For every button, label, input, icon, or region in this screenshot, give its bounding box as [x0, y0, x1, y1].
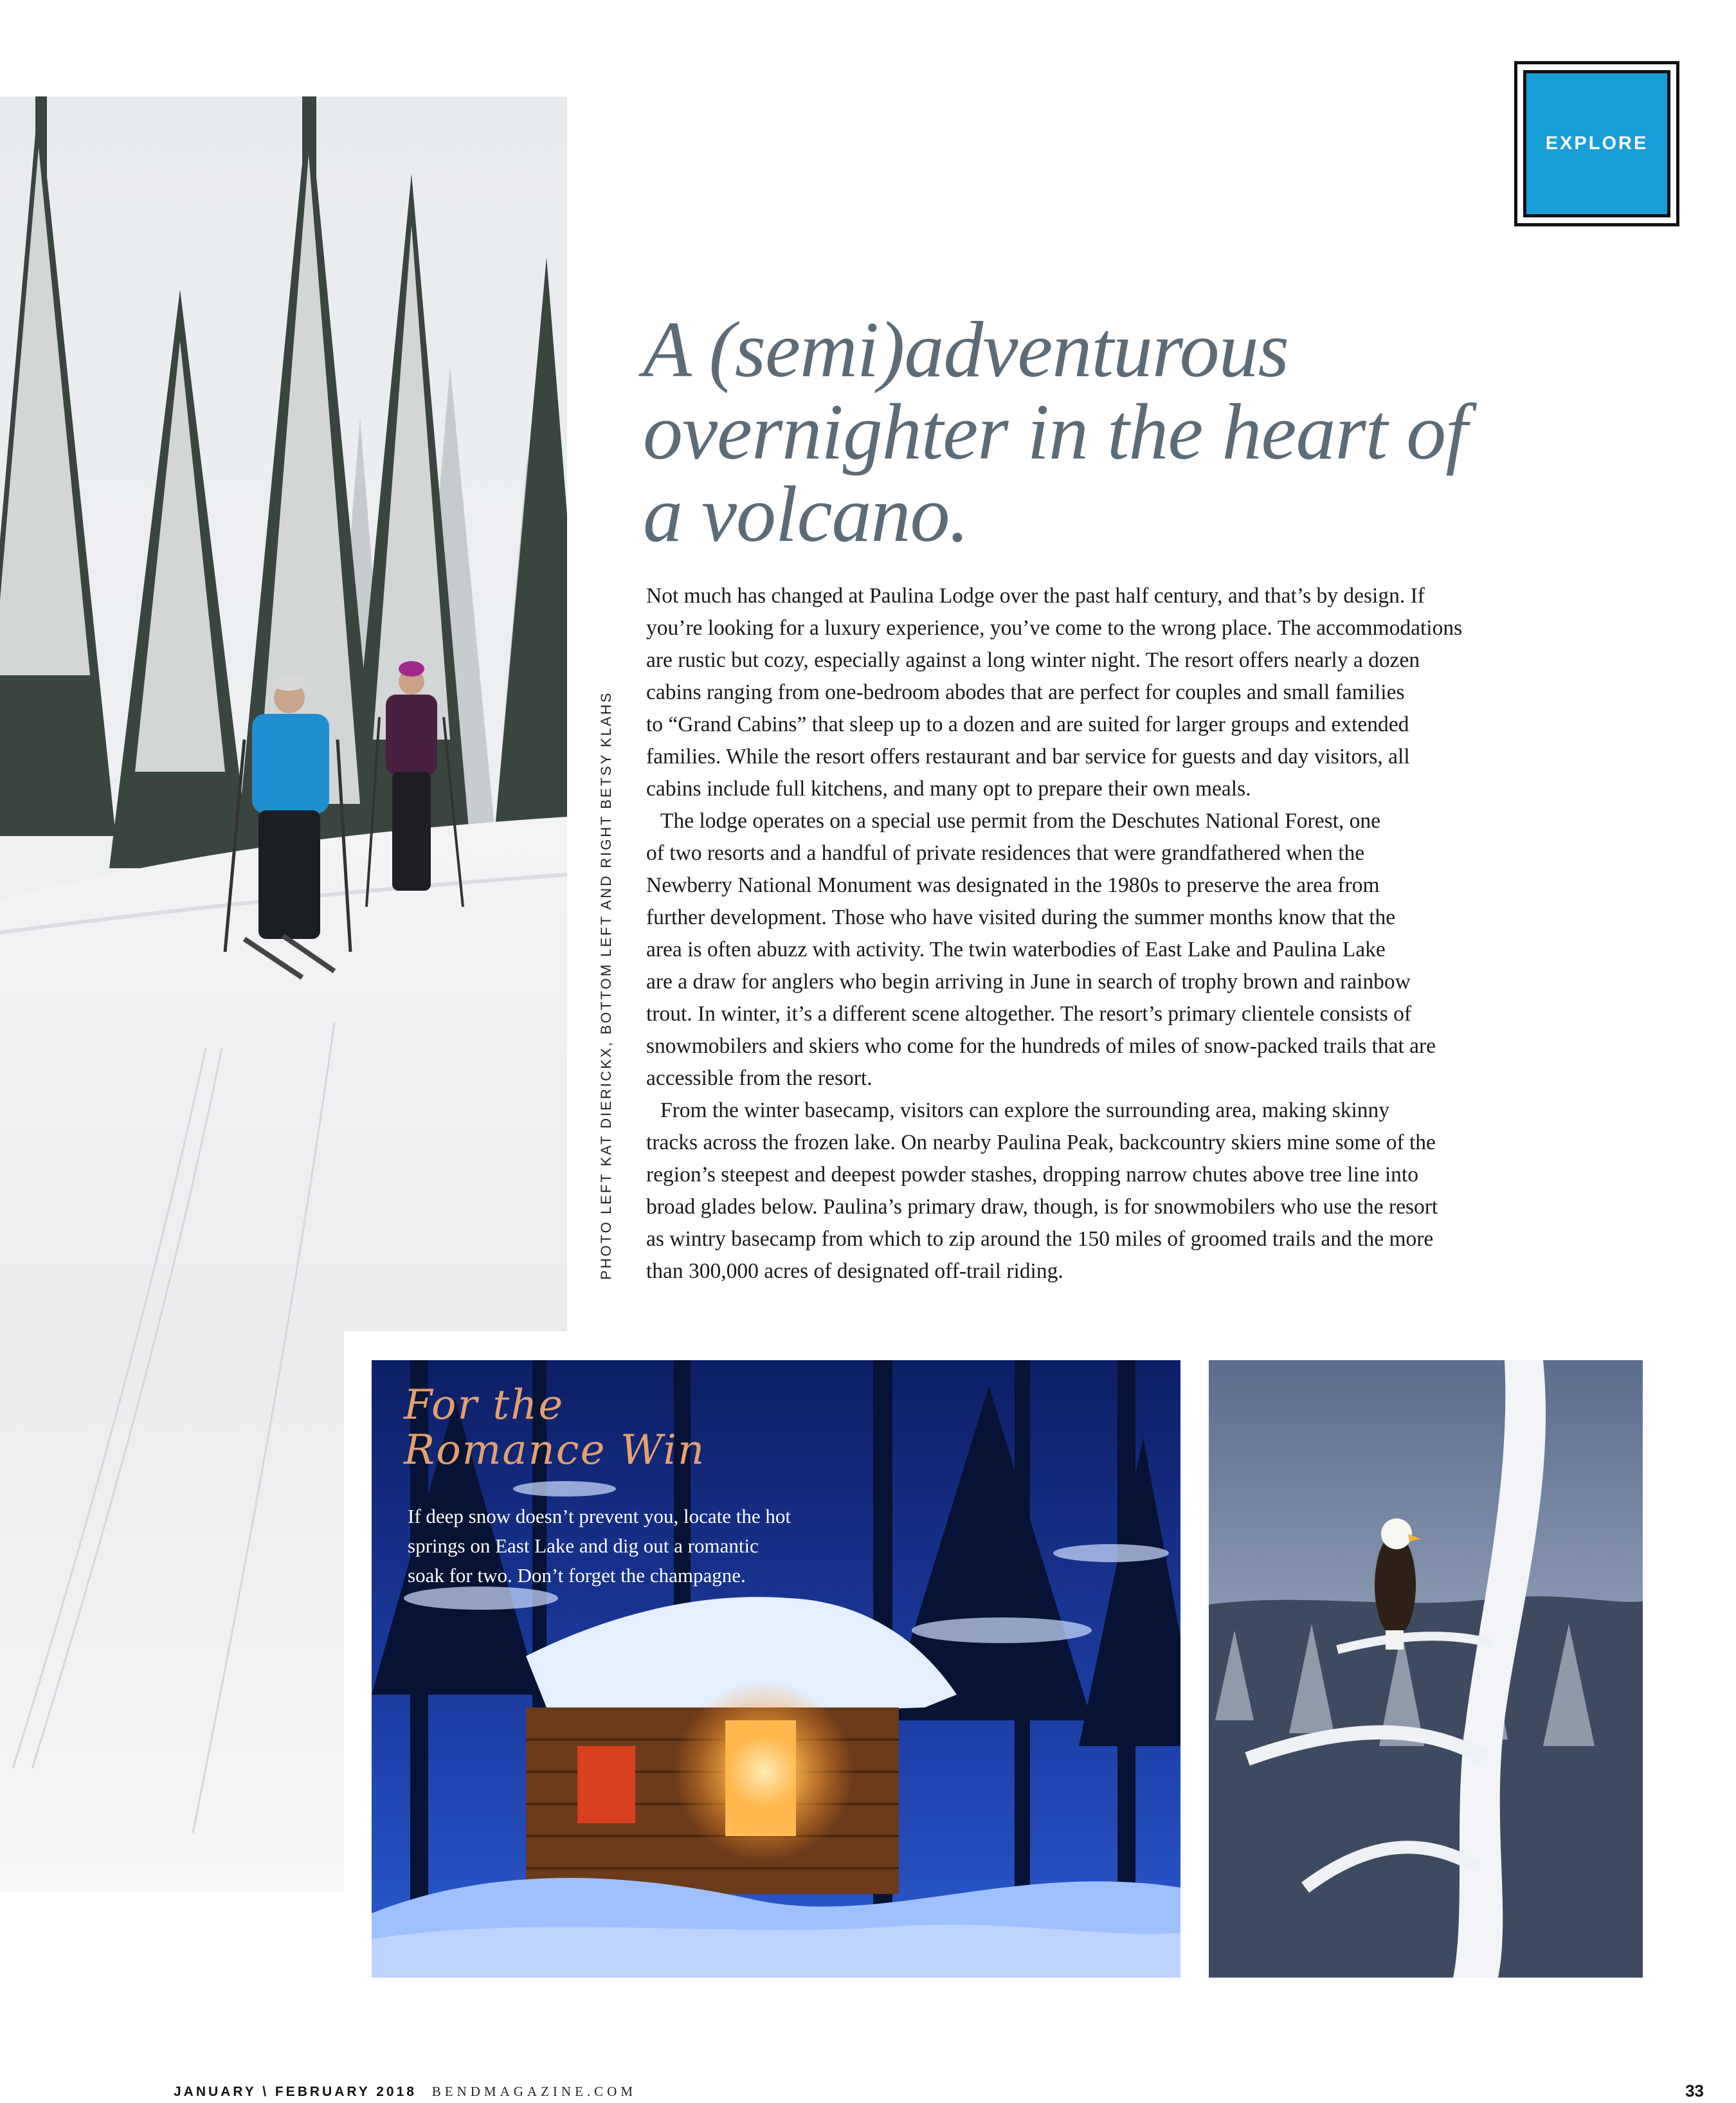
body-line: are a draw for anglers who begin arriving in June in search of trophy brown and rainbow [646, 970, 1411, 994]
sidebar-body-line: springs on East Lake and dig out a romantic [408, 1534, 759, 1557]
body-line: trout. In winter, it’s a different scene altogether. The resort’s primary clientele consists of [646, 1002, 1412, 1026]
section-badge-label: EXPLORE [1545, 133, 1649, 154]
body-line: of two resorts and a handful of private residences that were grandfathered when the [646, 841, 1365, 865]
section-badge-fill [1523, 70, 1670, 217]
headline [643, 305, 1556, 558]
footer-issue: JANUARY \ FEBRUARY 2018 [174, 2084, 417, 2099]
sidebar-body-line: If deep snow doesn’t prevent you, locate the hot [408, 1505, 791, 1527]
page-number: 33 [1685, 2081, 1704, 2100]
body-line: families. While the resort offers restaurant and bar service for guests and day visitors, all [646, 745, 1410, 769]
body-line: The lodge operates on a special use permit from the Deschutes National Forest, one [660, 809, 1381, 833]
footer [174, 2084, 637, 2103]
body-line: accessible from the resort. [646, 1066, 873, 1090]
body-line: broad glades below. Paulina’s primary draw, though, is for snowmobilers who use the resort [646, 1195, 1438, 1219]
body-line: you’re looking for a luxury experience, you’ve come to the wrong place. The accommodations [646, 616, 1463, 640]
body-line: to “Grand Cabins” that sleep up to a dozen and are suited for larger groups and extended [646, 713, 1409, 736]
body-line: cabins ranging from one-bedroom abodes that are perfect for couples and small families [646, 680, 1405, 704]
section-badge [1514, 61, 1679, 226]
sidebar-title [404, 1383, 854, 1473]
body-line: Not much has changed at Paulina Lodge over the past half century, and that’s by design. If [646, 584, 1425, 608]
body-line: cabins include full kitchens, and many opt to prepare their own meals. [646, 777, 1251, 801]
footer-site: BENDMAGAZINE.COM [431, 2084, 637, 2099]
sidebar-title-line: For the [404, 1381, 565, 1429]
body-line: region’s steepest and deepest powder stashes, dropping narrow chutes above tree line into [646, 1163, 1418, 1187]
article-body [646, 580, 1598, 1288]
headline-line: overnighter in the heart of [643, 388, 1467, 476]
photo-credit: PHOTO LEFT KAT DIERICKX, BOTTOM LEFT AND RIGHT BETSY KLAHS [598, 691, 614, 1280]
headline-line: a volcano. [643, 470, 969, 558]
body-line: are rustic but cozy, especially against a long winter night. The resort offers nearly a dozen [646, 648, 1420, 672]
body-line: Newberry National Monument was designated in the 1980s to preserve the area from [646, 873, 1380, 897]
body-line: further development. Those who have visited during the summer months know that the [646, 906, 1396, 929]
body-line: tracks across the frozen lake. On nearby Paulina Peak, backcountry skiers mine some of the [646, 1131, 1436, 1154]
body-line: area is often abuzz with activity. The twin waterbodies of East Lake and Paulina Lake [646, 938, 1386, 961]
sidebar-title-line: Romance Win [404, 1426, 706, 1474]
body-line: than 300,000 acres of designated off-trail riding. [646, 1259, 1063, 1283]
body-line: snowmobilers and skiers who come for the hundreds of miles of snow-packed trails that are [646, 1034, 1436, 1058]
body-line: as wintry basecamp from which to zip around the 150 miles of groomed trails and the more [646, 1227, 1434, 1251]
bald-eagle-photo [1209, 1360, 1643, 1978]
sidebar-body [408, 1502, 871, 1590]
headline-line: A (semi)adventurous [643, 305, 1288, 394]
body-line: From the winter basecamp, visitors can explore the surrounding area, making skinny [660, 1098, 1390, 1122]
sidebar-body-line: soak for two. Don’t forget the champagne. [408, 1564, 746, 1587]
